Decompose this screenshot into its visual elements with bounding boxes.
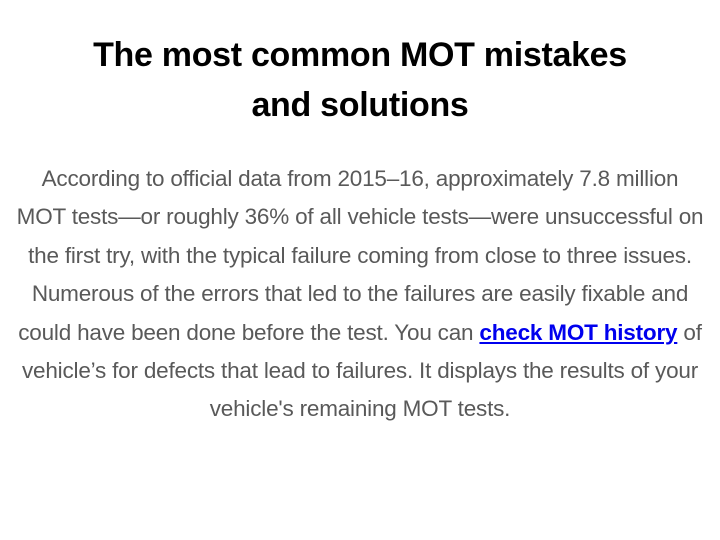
- check-mot-history-link[interactable]: check MOT history: [479, 319, 678, 345]
- title-line-2: and solutions: [251, 86, 469, 124]
- body-paragraph: [14, 160, 706, 429]
- slide-title: [30, 30, 690, 130]
- paragraph-text-before-link: According to official data from 2015–16, approximately 7.8 million MOT tests—or roughly 36% of all vehicle tests—were unsuccessful on the first try, with the typical failure coming from close to three issues. Numerous of the errors that led to the failures are easily fixable and could have been done before the test. You can: [16, 166, 704, 345]
- title-line-1: The most common MOT mistakes: [93, 36, 627, 74]
- paragraph-text-after-link: of vehicle’s for defects that lead to failures. It displays the results of your vehicle's remaining MOT tests.: [22, 319, 702, 422]
